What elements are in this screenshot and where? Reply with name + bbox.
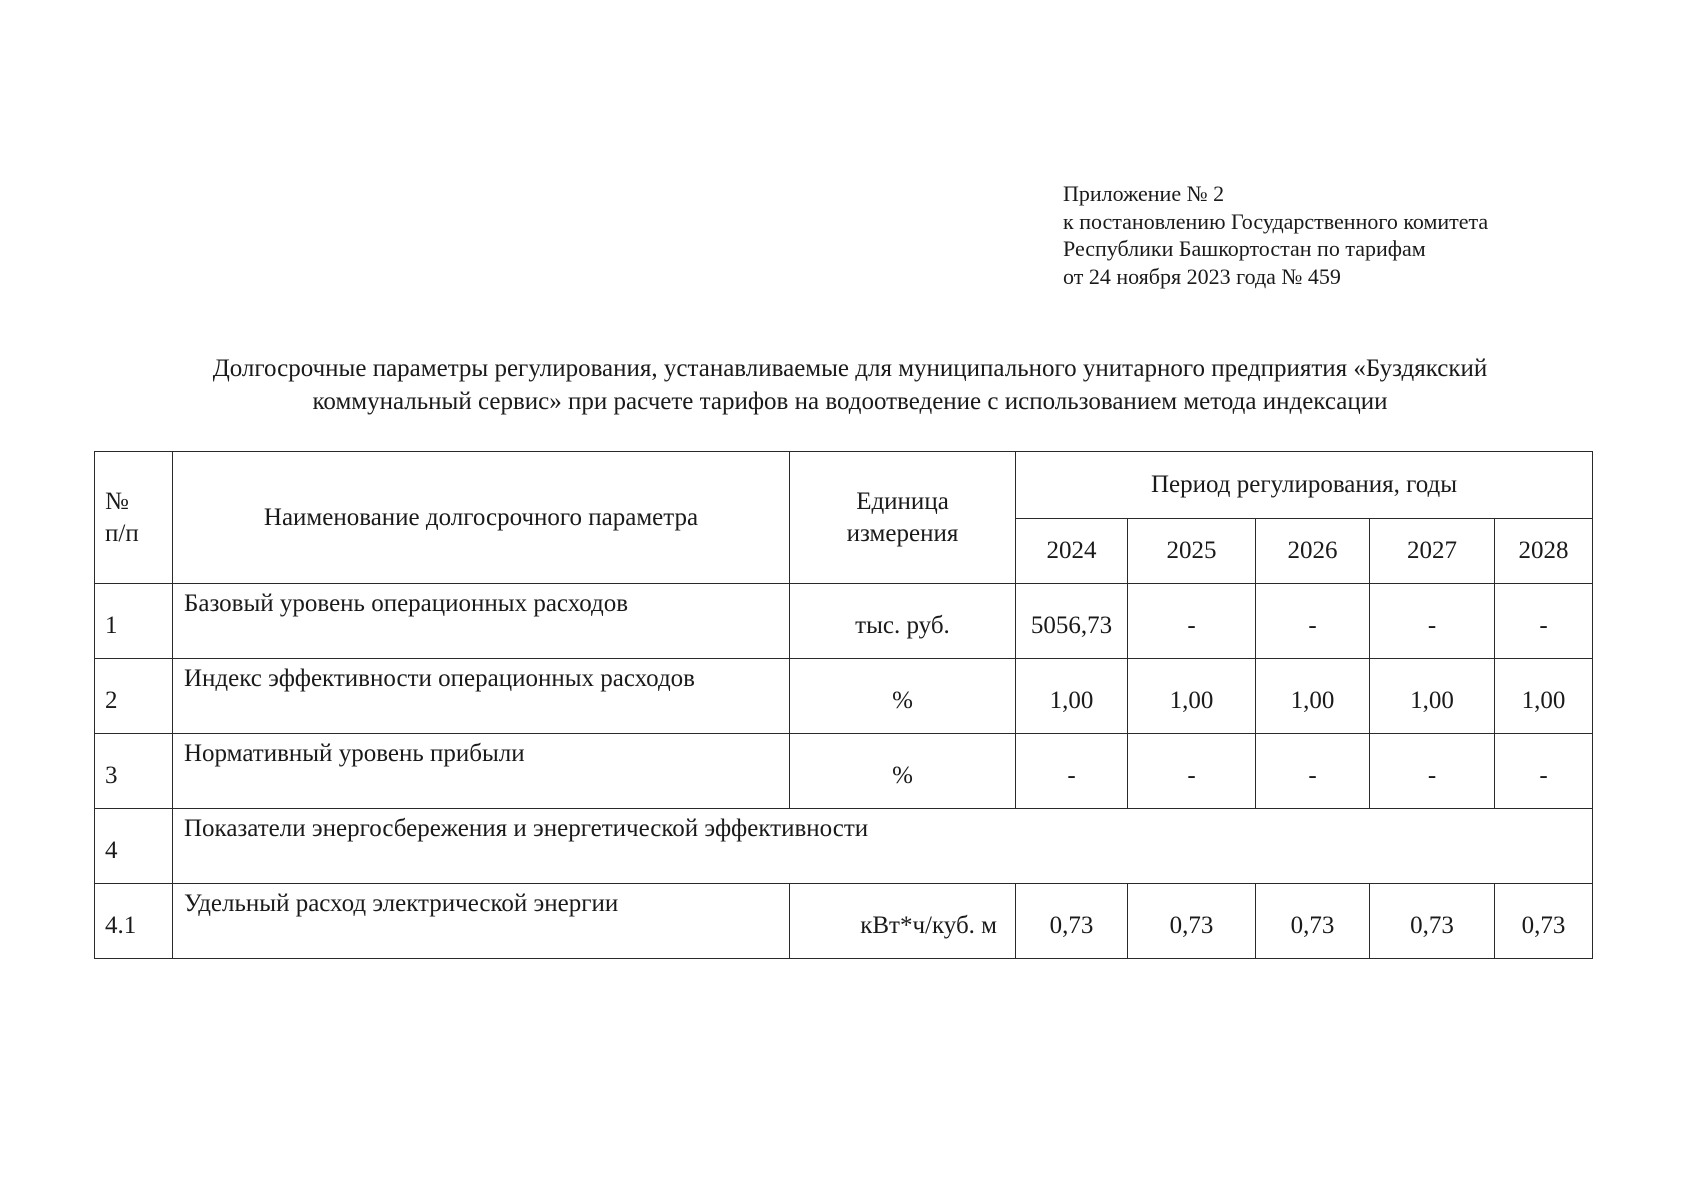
- document-title-line-1: Долгосрочные параметры регулирования, устанавливаемые для муниципального унитарного предприятия «Буздякский: [212, 355, 1488, 382]
- row-num: 1: [95, 584, 173, 659]
- row-num: 4.1: [95, 884, 173, 959]
- row-name: Базовый уровень операционных расходов: [173, 584, 790, 659]
- row-value: 1,00: [1495, 659, 1593, 734]
- table-section-row: [95, 809, 1593, 884]
- header-year: 2024: [1016, 519, 1128, 584]
- row-value: 0,73: [1370, 884, 1495, 959]
- table-header-row: [95, 452, 1593, 519]
- row-value: -: [1256, 584, 1370, 659]
- row-name: Удельный расход электрической энергии: [173, 884, 790, 959]
- table-row: [95, 584, 1593, 659]
- appendix-line: к постановлению Государственного комитета: [1063, 208, 1489, 234]
- header-unit-line-2: измерения: [846, 519, 959, 547]
- row-value: -: [1370, 734, 1495, 809]
- parameters-table: [94, 451, 1593, 959]
- header-num-line-1: №: [105, 487, 129, 515]
- table-row: [95, 659, 1593, 734]
- row-value: 5056,73: [1016, 584, 1128, 659]
- row-value: -: [1016, 734, 1128, 809]
- row-value: -: [1256, 734, 1370, 809]
- row-value: 0,73: [1256, 884, 1370, 959]
- header-unit-line-1: Единица: [856, 487, 949, 515]
- row-unit: %: [790, 734, 1016, 809]
- table-row: [95, 884, 1593, 959]
- row-value: -: [1128, 584, 1256, 659]
- section-name: Показатели энергосбережения и энергетической эффективности: [173, 809, 1593, 884]
- header-year: 2028: [1495, 519, 1593, 584]
- row-name: Индекс эффективности операционных расходов: [173, 659, 790, 734]
- row-value: 1,00: [1016, 659, 1128, 734]
- appendix-line: от 24 ноября 2023 года № 459: [1063, 263, 1341, 289]
- header-period: Период регулирования, годы: [1016, 452, 1593, 519]
- row-value: 0,73: [1128, 884, 1256, 959]
- header-name: Наименование долгосрочного параметра: [173, 452, 790, 584]
- row-value: -: [1495, 584, 1593, 659]
- header-num: [95, 452, 173, 584]
- row-num: 4: [95, 809, 173, 884]
- header-num-line-2: п/п: [105, 519, 139, 547]
- row-name: Нормативный уровень прибыли: [173, 734, 790, 809]
- row-value: 0,73: [1016, 884, 1128, 959]
- row-num: 2: [95, 659, 173, 734]
- document-title-line-2: коммунальный сервис» при расчете тарифов на водоотведение с использованием метода индексации: [312, 388, 1388, 415]
- row-value: -: [1370, 584, 1495, 659]
- header-year: 2025: [1128, 519, 1256, 584]
- row-value: 1,00: [1128, 659, 1256, 734]
- row-value: 0,73: [1495, 884, 1593, 959]
- header-year: 2027: [1370, 519, 1495, 584]
- document-title: [60, 352, 1640, 418]
- row-value: -: [1128, 734, 1256, 809]
- appendix-line: Республики Башкортостан по тарифам: [1063, 236, 1426, 261]
- row-value: -: [1495, 734, 1593, 809]
- row-unit: кВт*ч/куб. м: [790, 884, 1016, 959]
- row-num: 3: [95, 734, 173, 809]
- table-row: [95, 734, 1593, 809]
- appendix-block: [1063, 180, 1488, 290]
- row-unit: тыс. руб.: [790, 584, 1016, 659]
- header-unit: [790, 452, 1016, 584]
- row-value: 1,00: [1256, 659, 1370, 734]
- header-year: 2026: [1256, 519, 1370, 584]
- appendix-line: Приложение № 2: [1063, 181, 1225, 206]
- row-unit: %: [790, 659, 1016, 734]
- row-value: 1,00: [1370, 659, 1495, 734]
